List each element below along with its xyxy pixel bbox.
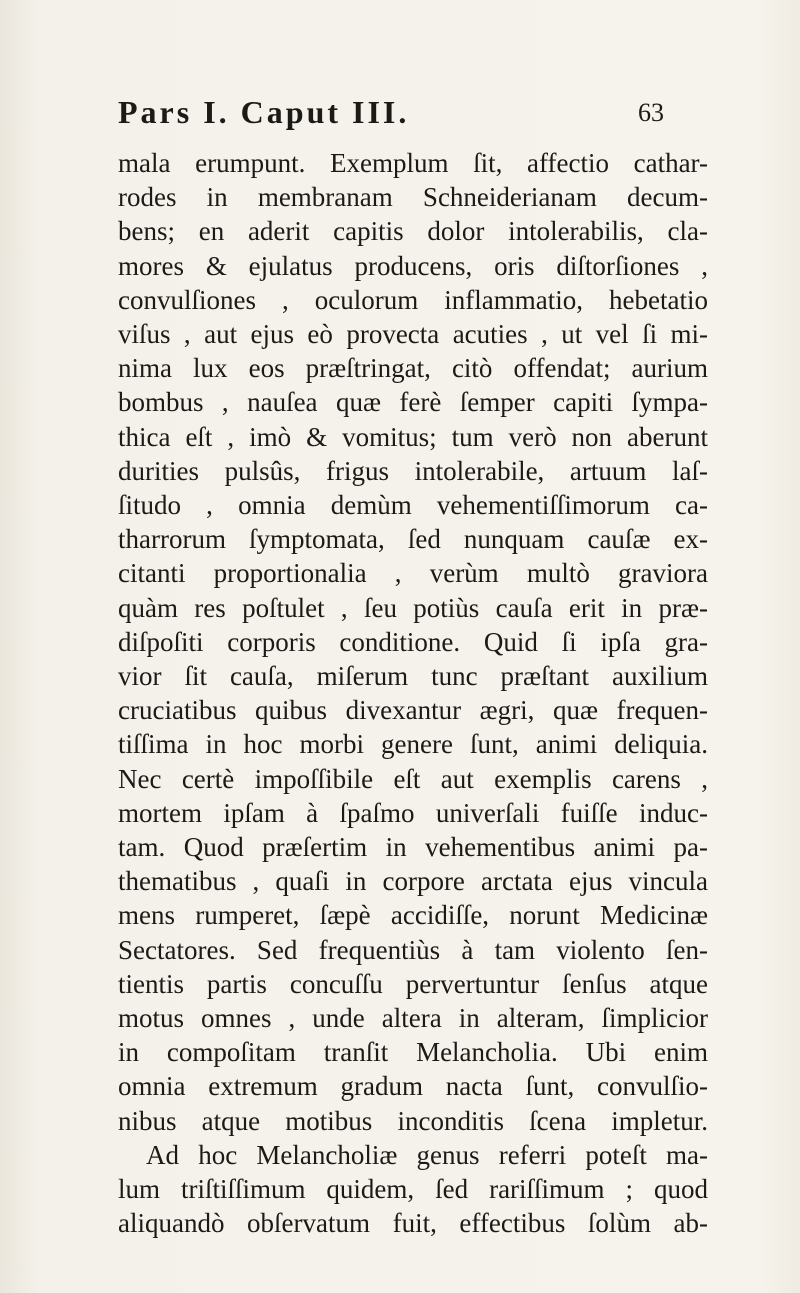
text-line: citanti proportionalia , verùm multò graviora — [118, 558, 708, 589]
text-line: nima lux eos præſtringat, citò offendat; aurium — [118, 353, 708, 384]
text-line: rodes in membranam Schneiderianam decum- — [118, 182, 708, 213]
text-line: in compoſitam tranſit Melancholia. Ubi enim — [118, 1037, 708, 1068]
text-line: quàm res poſtulet , ſeu potiùs cauſa erit in præ- — [118, 592, 708, 623]
text-line: lum triſtiſſimum quidem, ſed rariſſimum ; quod — [118, 1174, 708, 1204]
text-line: mala erumpunt. Exemplum ſit, affectio cathar- — [118, 148, 708, 178]
text-line: ſitudo , omnia demùm vehementiſſimorum ca- — [118, 490, 708, 520]
text-line: thematibus , quaſi in corpore arctata ejus vincula — [118, 866, 708, 897]
text-line: thica eſt , imò & vomitus; tum verò non aberunt — [118, 421, 708, 452]
text-line: durities pulsûs, frigus intolerabile, artuum laſ- — [118, 455, 708, 486]
text-line: vior ſit cauſa, miſerum tunc præſtant auxilium — [118, 661, 708, 691]
text-line: aliquandò obſervatum fuit, effectibus ſolùm ab- — [118, 1208, 708, 1239]
text-line: omnia extremum gradum nacta ſunt, convulſio- — [118, 1071, 708, 1102]
text-line: Nec certè impoſſibile eſt aut exemplis carens , — [118, 763, 708, 794]
text-line: cruciatibus quibus divexantur ægri, quæ frequen- — [118, 695, 708, 726]
text-line: tiſſima in hoc morbi genere ſunt, animi deliquia. — [118, 729, 708, 760]
text-line: motus omnes , unde altera in alteram, ſimplicior — [118, 1003, 708, 1033]
text-line: tientis partis concuſſu pervertuntur ſenſus atque — [118, 968, 708, 999]
text-line: bombus , nauſea quæ ferè ſemper capiti ſympa- — [118, 387, 708, 418]
text-line: convulſiones , oculorum inflammatio, hebetatio — [118, 284, 708, 315]
text-line: mores & ejulatus producens, oris diſtorſiones , — [118, 250, 708, 281]
page-number: 63 — [638, 98, 664, 127]
text-line: tharrorum ſymptomata, ſed nunquam cauſæ ex- — [118, 524, 708, 555]
text-line: mortem ipſam à ſpaſmo univerſali fuiſſe induc- — [118, 797, 708, 828]
text-line: Sectatores. Sed frequentiùs à tam violento ſen- — [118, 934, 708, 965]
text-line: nibus atque motibus inconditis ſcena impletur. — [118, 1105, 708, 1136]
text-line: bens; en aderit capitis dolor intolerabilis, cla- — [118, 216, 708, 247]
running-head-title: Pars I. Caput III. — [118, 94, 410, 130]
text-line: mens rumperet, ſæpè accidiſſe, norunt Medicinæ — [118, 900, 708, 931]
text-line: Ad hoc Melancholiæ genus referri poteſt ma- — [146, 1139, 708, 1170]
text-line: diſpoſiti corporis conditione. Quid ſi ipſa gra- — [118, 626, 708, 657]
text-line: viſus , aut ejus eò provecta acuties , ut vel ſi mi- — [118, 319, 708, 349]
text-line: tam. Quod præſertim in vehementibus animi pa- — [118, 832, 708, 862]
